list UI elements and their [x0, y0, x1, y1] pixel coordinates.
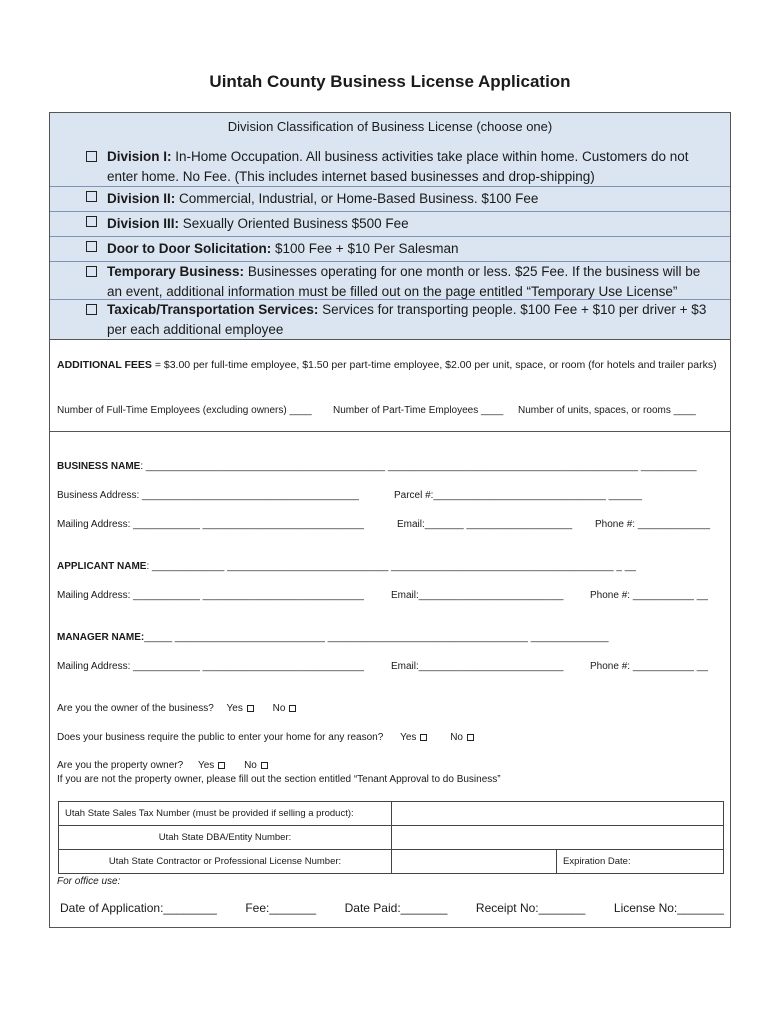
office-use-row — [60, 901, 724, 915]
option-desc: Businesses operating for one month or less. $25 Fee. If the business will be an event, additional information must be filled out on the page entitled “Temporary Use License” — [107, 264, 701, 299]
owner-yes[interactable]: Yes — [227, 703, 254, 714]
business-email-field[interactable]: Email:_______ ___________________ — [397, 519, 573, 530]
manager-name-line: _____ ___________________________ ____________________________________ ______________ — [144, 632, 609, 643]
additional-fees — [57, 357, 727, 373]
division-option-2[interactable] — [50, 187, 730, 212]
property-question-text: Are you the property owner? — [57, 760, 184, 771]
applicant-mailing-field[interactable]: Mailing Address: ____________ _____________________________ — [57, 590, 364, 601]
expiration-label[interactable]: Expiration Date: — [557, 850, 724, 874]
checkbox-icon[interactable] — [247, 705, 254, 712]
public-question — [57, 732, 474, 743]
manager-phone-field[interactable]: Phone #: ___________ __ — [590, 661, 708, 672]
parttime-employees-field[interactable]: Number of Part-Time Employees ____ — [333, 405, 504, 416]
checkbox-icon[interactable] — [86, 216, 97, 227]
division-option-5[interactable] — [50, 262, 730, 300]
checkbox-icon[interactable] — [86, 304, 97, 315]
division-option-6[interactable] — [50, 300, 730, 340]
manager-name-field[interactable] — [57, 632, 609, 643]
business-name-field[interactable] — [57, 461, 697, 472]
property-yes[interactable]: Yes — [198, 760, 225, 771]
applicant-name-field[interactable] — [57, 561, 636, 572]
sales-tax-label: Utah State Sales Tax Number (must be provided if selling a product): — [59, 802, 392, 826]
option-desc: In-Home Occupation. All business activities take place within home. Customers do not enter home. No Fee. (This includes internet based businesses and drop-shipping) — [107, 149, 689, 184]
checkbox-icon[interactable] — [86, 191, 97, 202]
public-no[interactable]: No — [450, 732, 474, 743]
owner-no[interactable]: No — [273, 703, 297, 714]
contractor-label: Utah State Contractor or Professional License Number: — [59, 850, 392, 874]
applicant-phone-field[interactable]: Phone #: ___________ __ — [590, 590, 708, 601]
option-desc: Sexually Oriented Business $500 Fee — [182, 216, 409, 231]
option-desc: Services for transporting people. $100 Fee + $10 per driver + $3 per each additional employee — [107, 302, 707, 337]
division-option-4[interactable] — [50, 237, 730, 262]
business-address-field[interactable]: Business Address: _______________________________________ — [57, 490, 359, 501]
option-label: Division II: — [107, 191, 176, 206]
applicant-name-line: : _____________ _____________________________ ________________________________________ _ __ — [146, 561, 636, 572]
application-form — [49, 112, 731, 928]
contractor-input[interactable] — [392, 850, 557, 874]
option-desc: $100 Fee + $10 Per Salesman — [275, 241, 459, 256]
units-field[interactable]: Number of units, spaces, or rooms ____ — [518, 405, 696, 416]
dba-input[interactable] — [392, 826, 724, 850]
option-label: Taxicab/Transportation Services: — [107, 302, 319, 317]
property-no[interactable]: No — [244, 760, 268, 771]
applicant-name-label: APPLICANT NAME — [57, 561, 147, 572]
checkbox-icon[interactable] — [289, 705, 296, 712]
checkbox-icon[interactable] — [420, 734, 427, 741]
option-label: Division III: — [107, 216, 180, 231]
office-use-label: For office use: — [57, 876, 121, 887]
tenant-note: If you are not the property owner, please fill out the section entitled “Tenant Approval to do Business” — [57, 774, 501, 785]
date-paid-field[interactable]: Date Paid:_______ — [344, 901, 448, 915]
owner-question — [57, 703, 296, 714]
division-option-3[interactable] — [50, 212, 730, 237]
divider — [50, 431, 730, 432]
business-mailing-field[interactable]: Mailing Address: ____________ _____________________________ — [57, 519, 364, 530]
public-yes[interactable]: Yes — [400, 732, 427, 743]
page-title: Uintah County Business License Application — [209, 72, 571, 91]
option-label: Temporary Business: — [107, 264, 245, 279]
manager-name-label: MANAGER NAME: — [57, 632, 145, 643]
owner-question-text: Are you the owner of the business? — [57, 703, 214, 714]
manager-email-field[interactable]: Email:__________________________ — [391, 661, 564, 672]
receipt-no-field[interactable]: Receipt No:_______ — [475, 901, 586, 915]
business-name-line: : ___________________________________________ _____________________________________________ __________ — [140, 461, 697, 472]
sales-tax-input[interactable] — [392, 802, 724, 826]
applicant-email-field[interactable]: Email:__________________________ — [391, 590, 564, 601]
license-no-field[interactable]: License No:_______ — [613, 901, 724, 915]
checkbox-icon[interactable] — [218, 762, 225, 769]
fees-text: = $3.00 per full-time employee, $1.50 per part-time employee, $2.00 per unit, space, or room (for hotels and trailer parks) — [151, 359, 717, 371]
dba-label: Utah State DBA/Entity Number: — [59, 826, 392, 850]
division-header: Division Classification of Business License (choose one) — [50, 113, 730, 148]
option-label: Door to Door Solicitation: — [107, 241, 272, 256]
business-phone-field[interactable]: Phone #: _____________ — [595, 519, 711, 530]
option-label: Division I: — [107, 149, 172, 164]
checkbox-icon[interactable] — [86, 266, 97, 277]
checkbox-icon[interactable] — [86, 241, 97, 252]
option-desc: Commercial, Industrial, or Home-Based Business. $100 Fee — [179, 191, 539, 206]
manager-mailing-field[interactable]: Mailing Address: ____________ _____________________________ — [57, 661, 364, 672]
tax-table — [58, 801, 724, 874]
property-question — [57, 760, 268, 771]
public-question-text: Does your business require the public to enter your home for any reason? — [57, 732, 384, 743]
date-of-application-field[interactable]: Date of Application:________ — [60, 901, 217, 915]
parcel-field[interactable]: Parcel #:_______________________________ ______ — [394, 490, 643, 501]
fee-field[interactable]: Fee:_______ — [245, 901, 317, 915]
fees-label: ADDITIONAL FEES — [57, 359, 152, 371]
checkbox-icon[interactable] — [261, 762, 268, 769]
division-option-1[interactable] — [50, 147, 730, 187]
checkbox-icon[interactable] — [86, 151, 97, 162]
fulltime-employees-field[interactable]: Number of Full-Time Employees (excluding owners) ____ — [57, 405, 312, 416]
business-name-label: BUSINESS NAME — [57, 461, 141, 472]
checkbox-icon[interactable] — [467, 734, 474, 741]
